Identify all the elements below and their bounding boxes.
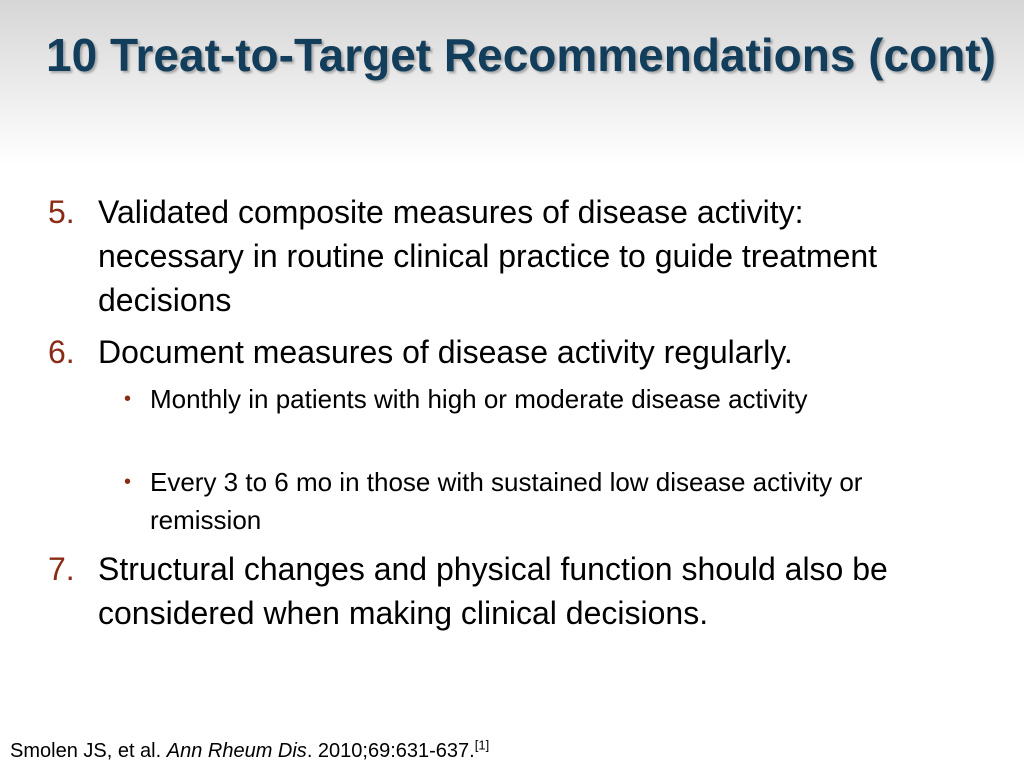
slide-title: 10 Treat-to-Target Recommendations (cont) xyxy=(46,29,996,81)
sub-item-text: Every 3 to 6 mo in those with sustained low disease activity or remission xyxy=(150,467,863,535)
citation-authors: Smolen JS, et al. xyxy=(10,740,167,762)
bullet-icon: • xyxy=(124,388,132,410)
item-text: Document measures of disease activity regularly. xyxy=(98,334,793,370)
item-number: 6. xyxy=(48,334,75,370)
citation-details: . 2010;69:631-637. xyxy=(306,740,475,762)
sub-item-text: Monthly in patients with high or moderate disease activity xyxy=(150,384,808,414)
citation xyxy=(10,738,489,764)
item-text: Validated composite measures of disease activity: necessary in routine clinical practice to guide treatment decisions xyxy=(98,194,878,318)
bullet-icon: • xyxy=(124,471,132,493)
citation-journal: Ann Rheum Dis xyxy=(166,740,307,762)
item-number: 7. xyxy=(48,551,75,587)
citation-reference: [1] xyxy=(474,737,490,753)
item-number: 5. xyxy=(48,194,75,230)
item-text: Structural changes and physical function should also be considered when making clinical decisions. xyxy=(98,551,888,631)
